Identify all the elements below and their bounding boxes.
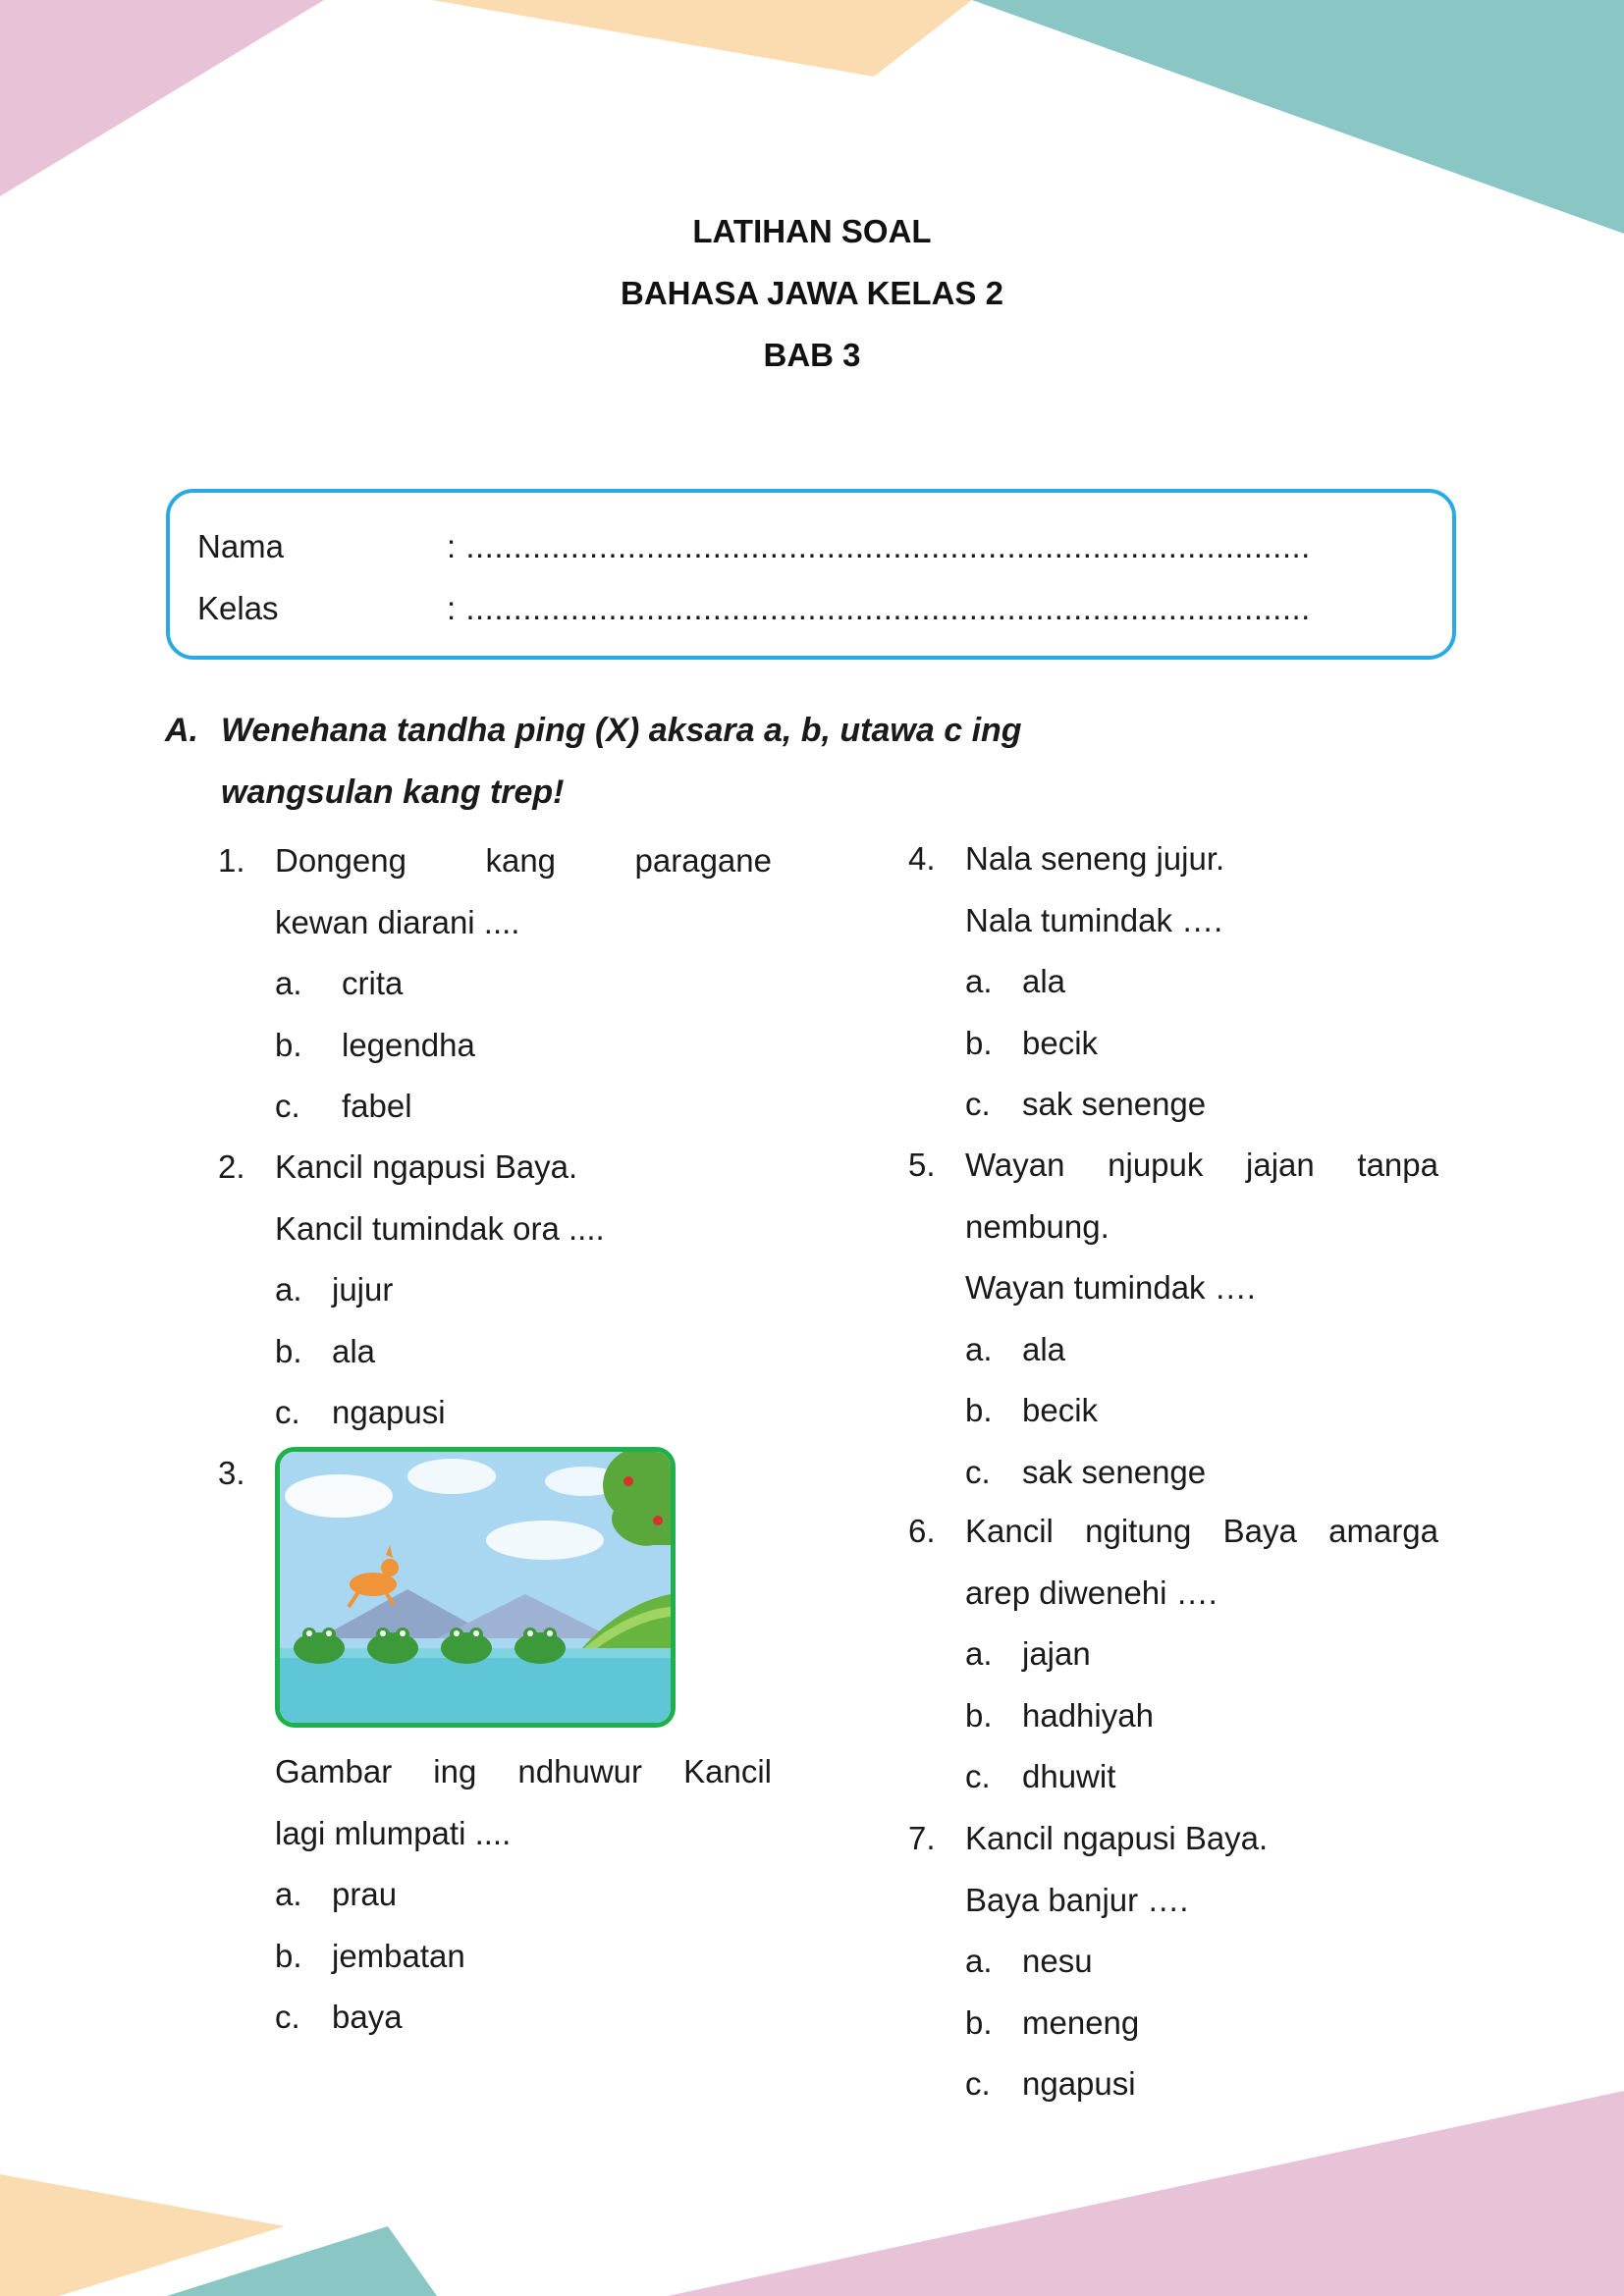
option-letter: b.: [275, 1026, 302, 1063]
question-text: Baya banjur ….: [965, 1881, 1189, 1918]
option-text: ngapusi: [332, 1394, 446, 1430]
name-label: Nama: [197, 528, 285, 564]
question-number: 2.: [218, 1148, 245, 1185]
option-c[interactable]: [965, 1442, 1438, 1504]
option-text: ala: [332, 1332, 376, 1369]
question-text: Dongeng kang paragane: [275, 842, 772, 879]
question-text: Kancil ngapusi Baya.: [965, 1820, 1269, 1856]
section-label: A.: [165, 712, 198, 749]
question-number: 5.: [908, 1147, 936, 1183]
option-text: sak senenge: [1022, 1086, 1207, 1122]
option-letter: c.: [965, 1453, 991, 1490]
option-b[interactable]: [965, 1685, 1438, 1747]
option-letter: c.: [965, 1758, 991, 1794]
option-letter: b.: [965, 1024, 993, 1061]
option-letter: c.: [275, 1394, 300, 1430]
question-text: Wayan tumindak ….: [965, 1269, 1256, 1306]
option-text: nesu: [1022, 1943, 1093, 1979]
option-letter: a.: [275, 1876, 302, 1912]
class-label: Kelas: [197, 590, 279, 626]
identity-box: [166, 489, 1456, 660]
option-letter: a.: [965, 1943, 993, 1979]
worksheet-subject: BAHASA JAWA KELAS 2: [621, 275, 1003, 311]
option-b[interactable]: [965, 1993, 1438, 2055]
option-a[interactable]: [965, 1931, 1438, 1993]
worksheet-title: LATIHAN SOAL: [692, 213, 932, 249]
option-text: ala: [1022, 1330, 1066, 1367]
option-text: fabel: [342, 1088, 412, 1124]
question-text: Kancil ngapusi Baya.: [275, 1148, 578, 1185]
class-field[interactable]: : .........................................................................................: [447, 590, 1311, 626]
question-text: Nala seneng jujur.: [965, 840, 1225, 877]
option-letter: a.: [965, 963, 993, 999]
question-text: nembung.: [965, 1207, 1110, 1245]
option-a[interactable]: [965, 1319, 1438, 1381]
option-c[interactable]: [965, 1746, 1438, 1808]
question-number: 3.: [218, 1455, 245, 1491]
option-text: jajan: [1022, 1635, 1091, 1672]
question-text: Kancil tumindak ora ....: [275, 1209, 605, 1247]
option-b[interactable]: [275, 1321, 772, 1383]
section-instruction: Wenehana tandha ping (X) aksara a, b, utawa c ing wangsulan kang trep!: [221, 712, 1022, 811]
option-b[interactable]: [965, 1013, 1438, 1075]
option-letter: a.: [275, 1271, 302, 1308]
option-text: jujur: [332, 1271, 394, 1308]
option-c[interactable]: [965, 1074, 1438, 1136]
worksheet-chapter: BAB 3: [763, 337, 861, 373]
option-text: ngapusi: [1022, 2065, 1136, 2102]
option-text: dhuwit: [1022, 1758, 1116, 1794]
option-c[interactable]: [275, 1076, 772, 1138]
option-letter: c.: [275, 1999, 300, 2035]
option-letter: a.: [275, 965, 302, 1001]
option-text: prau: [332, 1876, 398, 1912]
option-a[interactable]: [275, 1259, 772, 1321]
option-text: legendha: [342, 1026, 475, 1063]
option-text: becik: [1022, 1392, 1099, 1428]
option-text: sak senenge: [1022, 1453, 1207, 1490]
option-c[interactable]: [275, 1987, 772, 2049]
question-text: lagi mlumpati ....: [275, 1814, 512, 1851]
question-number: 7.: [908, 1820, 936, 1856]
kancil-crocodile-image: [275, 1447, 676, 1728]
option-b[interactable]: [275, 1926, 772, 1988]
option-b[interactable]: [275, 1015, 772, 1077]
option-a[interactable]: [965, 951, 1438, 1013]
option-text: hadhiyah: [1022, 1696, 1154, 1734]
option-text: becik: [1022, 1024, 1099, 1061]
question-text: kewan diarani ....: [275, 903, 520, 940]
option-a[interactable]: [965, 1624, 1438, 1685]
option-letter: b.: [965, 2003, 993, 2041]
option-letter: c.: [275, 1088, 300, 1124]
option-c[interactable]: [275, 1382, 772, 1444]
question-text: arep diwenehi ….: [965, 1574, 1218, 1611]
option-letter: c.: [965, 2065, 991, 2102]
option-letter: b.: [965, 1392, 993, 1428]
option-text: jembatan: [332, 1937, 465, 1974]
option-letter: c.: [965, 1086, 991, 1122]
question-number: 4.: [908, 840, 936, 877]
question-number: 1.: [218, 842, 245, 879]
option-text: baya: [332, 1999, 403, 2035]
option-text: meneng: [1022, 2003, 1140, 2041]
question-text: Gambar ing ndhuwur Kancil: [275, 1753, 772, 1789]
name-field[interactable]: : .........................................................................................: [447, 528, 1311, 564]
option-a[interactable]: [275, 953, 772, 1015]
option-text: crita: [342, 965, 404, 1001]
question-text: Wayan njupuk jajan tanpa: [965, 1147, 1438, 1183]
option-c[interactable]: [965, 2054, 1438, 2115]
option-letter: a.: [965, 1330, 993, 1367]
option-a[interactable]: [275, 1864, 772, 1926]
question-text: Kancil ngitung Baya amarga: [965, 1513, 1438, 1549]
option-letter: b.: [965, 1696, 993, 1734]
option-letter: a.: [965, 1635, 993, 1672]
option-b[interactable]: [965, 1380, 1438, 1442]
option-text: ala: [1022, 963, 1066, 999]
question-number: 6.: [908, 1513, 936, 1549]
option-letter: b.: [275, 1332, 302, 1369]
option-letter: b.: [275, 1937, 302, 1974]
question-text: Nala tumindak ….: [965, 901, 1223, 938]
